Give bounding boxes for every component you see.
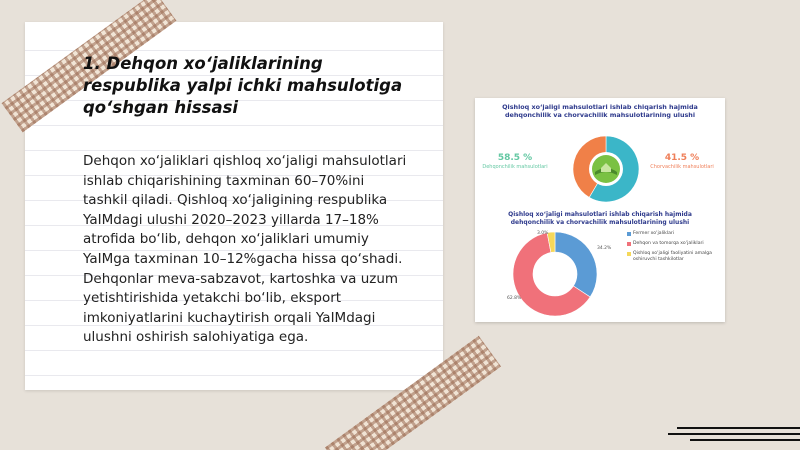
legend-swatch	[627, 252, 631, 256]
legend-item	[627, 231, 719, 237]
figure-title-bottom: Qishloq xo‘jaligi mahsulotlari ishlab chiqarish hajmida dehqonchilik va chorvachilik mahsulotlarining ulushi	[508, 211, 692, 226]
legend-item	[627, 251, 719, 263]
pie-right-text: Chorvachilik mahsulotlari	[650, 164, 714, 170]
chart-figure	[475, 98, 725, 322]
pie-label-right	[647, 153, 717, 170]
legend-label: Fermer xo‘jaliklari	[633, 231, 675, 236]
donut-label-organizations: 3.0%	[537, 231, 549, 236]
legend-item	[627, 241, 719, 247]
donut-label-farmers: 34.2%	[597, 246, 612, 251]
pie-chart-agriculture	[571, 134, 641, 204]
legend-label: Dehqon va tomorqa xo‘jaliklari	[633, 241, 704, 246]
slide-title: 1. Dehqon xo‘jaliklarining respublika yalpi ichki mahsulotiga qo‘shgan hissasi	[83, 54, 403, 117]
legend-swatch	[627, 232, 631, 236]
donut-producers-slice-0	[555, 232, 597, 297]
pie-left-percent: 58.5 %	[497, 153, 533, 163]
pie-left-text: Dehqonchilik mahsulotlari	[482, 164, 548, 170]
decorative-line	[690, 439, 800, 441]
decorative-line	[677, 427, 800, 429]
decorative-line	[668, 433, 800, 435]
donut-legend	[627, 231, 719, 267]
figure-title-top: Qishloq xo‘jaligi mahsulotlari ishlab chiqarish hajmida dehqonchilik va chorvachilik mahsulotlarining ulushi	[502, 103, 698, 119]
donut-chart-producers	[509, 228, 601, 320]
legend-swatch	[627, 242, 631, 246]
legend-label: Qishloq xo‘jaligi faoliyatini amalga oshiruvchi tashkilotlar	[633, 251, 712, 262]
donut-label-dehqon: 62.8%	[507, 296, 522, 301]
pie-right-percent: 41.5 %	[664, 153, 700, 163]
pie-label-left	[480, 153, 550, 170]
slide-body-text: Dehqon xo‘jaliklari qishloq xo‘jaligi mahsulotlari ishlab chiqarishining taxminan 60–70%ini tashkil qiladi. Qishloq xo‘jaligining respublika YaIMdagi ulushi 2020–2023 yillarda 17–18% atrofida bo‘lib, dehqon xo‘jaliklari umumiy YaIMga taxminan 10–12%gacha hissa qo‘shadi. Dehqonlar meva-sabzavot, kartoshka va uzum yetishtirishida yetakchi bo‘lib, eksport imkoniyatlarini kuchaytirish orqali YaIMdagi ulushni oshirish salohiyatiga ega.	[83, 153, 407, 346]
